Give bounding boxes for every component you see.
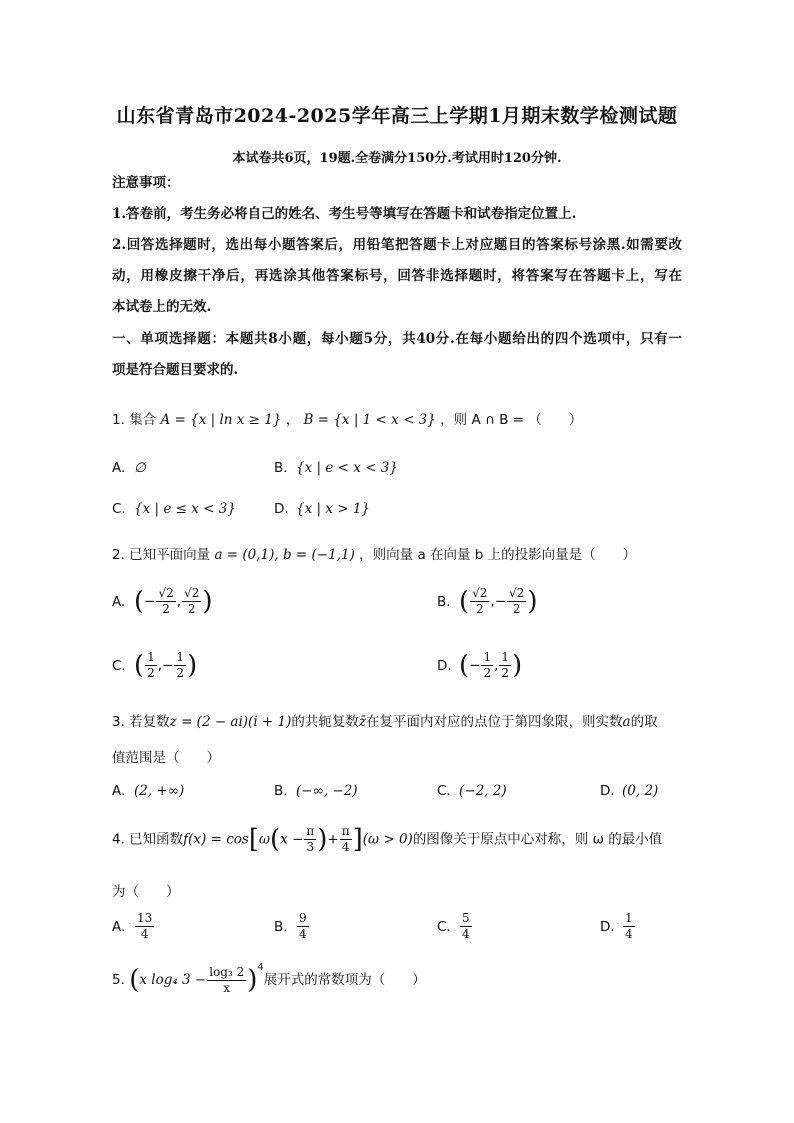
question-4-line-2: 为（ ） xyxy=(112,884,180,900)
notice-item-2-line-1: 2.回答选择题时，选出每小题答案后，用铅笔把答题卡上对应题目的答案标号涂黑.如需要改 xyxy=(112,237,682,253)
option-label: B. xyxy=(437,593,451,610)
question-2 xyxy=(112,543,636,563)
numerator: √2 xyxy=(472,586,488,600)
fraction xyxy=(507,586,526,617)
question-3-a: a xyxy=(622,714,631,730)
option-label: D. xyxy=(600,918,615,935)
question-4-option-b xyxy=(274,911,310,942)
question-1-option-d xyxy=(274,501,370,517)
numerator: 13 xyxy=(137,911,153,925)
right-paren: ) xyxy=(187,650,198,681)
question-4-option-c xyxy=(437,911,473,942)
option-label: B. xyxy=(274,460,288,476)
numerator: 5 xyxy=(462,911,470,925)
sign: − xyxy=(494,593,507,610)
right-paren: ) xyxy=(512,650,523,681)
right-paren: ) xyxy=(527,586,538,617)
denominator: 3 xyxy=(306,840,315,854)
question-1-separator: ， xyxy=(285,412,300,428)
option-value: (−∞, −2) xyxy=(296,783,358,799)
question-4-prefix: 4. 已知函数 xyxy=(112,831,184,848)
question-4-x-minus: x − xyxy=(280,831,304,848)
left-paren: ( xyxy=(459,650,470,681)
right-paren: ) xyxy=(317,824,328,855)
denominator: 2 xyxy=(475,602,484,616)
question-5-power: 4 xyxy=(257,962,264,973)
option-label: C. xyxy=(112,501,126,517)
fraction xyxy=(470,586,489,617)
question-3-z-conjugate: z̄ xyxy=(358,714,367,730)
denominator: 2 xyxy=(162,602,170,616)
sign: − xyxy=(469,657,481,674)
numerator: 1 xyxy=(176,650,185,664)
question-2-prefix: 2. 已知平面向量 xyxy=(112,547,211,563)
question-3-line-2: 值范围是（ ） xyxy=(112,750,220,766)
option-value: {x | e ≤ x < 3} xyxy=(134,501,236,517)
left-paren: ( xyxy=(270,824,281,855)
question-5-expr-left: x log₄ 3 − xyxy=(139,972,207,988)
fraction xyxy=(182,586,201,617)
question-5-suffix: 展开式的常数项为（ ） xyxy=(263,972,426,988)
sign: − xyxy=(162,657,174,674)
question-3-line-1 xyxy=(112,710,658,730)
question-1-option-b xyxy=(274,460,398,476)
denominator: 4 xyxy=(140,927,149,941)
numerator: log₃ 2 xyxy=(209,964,245,979)
section-1-heading-line-1: 一、单项选择题：本题共8小题，每小题5分，共40分.在每小题给出的四个选项中，只有一 xyxy=(112,331,682,347)
plus-sign: + xyxy=(327,831,339,848)
numerator: √2 xyxy=(184,586,200,600)
question-3-option-d xyxy=(600,783,658,799)
question-3-z-expression: z = (2 − ai)(i + 1) xyxy=(169,714,292,730)
question-3-option-c xyxy=(437,783,507,799)
notice-heading: 注意事项： xyxy=(112,175,180,191)
option-label: D. xyxy=(274,501,289,517)
fraction xyxy=(207,965,246,996)
notice-item-2-line-3: 本试卷上的无效. xyxy=(112,299,212,315)
right-paren: ) xyxy=(202,586,213,617)
denominator: 2 xyxy=(501,666,510,680)
option-label: A. xyxy=(112,918,126,935)
fraction xyxy=(135,911,154,942)
denominator: 4 xyxy=(299,927,307,941)
fraction-pi-over-3 xyxy=(304,824,316,855)
option-label: A. xyxy=(112,783,126,799)
fraction xyxy=(145,650,157,681)
option-value: (−2, 2) xyxy=(459,783,507,799)
option-label: D. xyxy=(437,657,452,674)
fraction xyxy=(460,911,472,942)
fraction xyxy=(297,911,309,942)
option-value: ∅ xyxy=(134,460,146,476)
numerator: π xyxy=(306,824,315,838)
denominator: 4 xyxy=(341,840,350,854)
question-1-set-b: B = {x | 1 < x < 3} xyxy=(303,412,436,428)
numerator: 1 xyxy=(625,911,633,925)
notice-item-1: 1.答卷前，考生务必将自己的姓名、考生号等填写在答题卡和试卷指定位置上. xyxy=(112,206,577,222)
left-bracket: [ xyxy=(248,824,259,855)
question-3-mid: 的共轭复数 xyxy=(291,714,359,730)
denominator: 2 xyxy=(512,602,521,616)
fraction xyxy=(623,911,635,942)
question-2-option-a: A. (− $\frac{√2}{2}$ , $\frac{√2}{2}$ ) xyxy=(112,586,213,617)
numerator: 1 xyxy=(483,650,492,664)
option-label: A. xyxy=(112,460,126,476)
fraction xyxy=(481,650,493,681)
question-3-suffix: 在复平面内对应的点位于第四象限，则实数 xyxy=(366,714,623,730)
question-4-option-a xyxy=(112,911,155,942)
question-2-option-d: D. (− $\frac{1}{2}$ , $\frac{1}{2}$ ) xyxy=(437,650,523,681)
option-label: B. xyxy=(274,918,288,935)
question-1-option-a xyxy=(112,460,146,476)
left-paren: ( xyxy=(134,586,145,617)
left-paren: ( xyxy=(129,965,140,995)
option-label: D. xyxy=(600,783,615,799)
question-4-option-d xyxy=(600,911,636,942)
numerator: 1 xyxy=(147,650,155,664)
denominator: 2 xyxy=(187,602,196,616)
question-3-end: 的取 xyxy=(630,714,658,730)
right-bracket: ] xyxy=(352,824,363,855)
question-5 xyxy=(112,962,426,996)
question-2-vectors: a = (0,1), b = (−1,1) xyxy=(214,547,355,563)
option-value: {x | e < x < 3} xyxy=(296,460,398,476)
question-1-suffix: ，则 A ∩ B = （ ） xyxy=(440,412,583,428)
denominator: x xyxy=(223,980,231,995)
left-paren: ( xyxy=(459,586,470,617)
option-label: C. xyxy=(112,657,126,674)
numerator: √2 xyxy=(158,586,174,600)
option-label: C. xyxy=(437,918,451,935)
question-3-option-b xyxy=(274,783,358,799)
notice-item-2-line-2: 动，用橡皮擦干净后，再选涂其他答案标号，回答非选择题时，将答案写在答题卡上，写在 xyxy=(112,268,682,284)
option-label: A. xyxy=(112,593,126,610)
numerator: 9 xyxy=(299,911,307,925)
fraction-pi-over-4 xyxy=(340,824,352,855)
option-value: (2, +∞) xyxy=(134,783,185,799)
fraction xyxy=(156,586,175,617)
right-paren: ) xyxy=(247,965,258,995)
fraction xyxy=(174,650,186,681)
question-5-prefix: 5. xyxy=(112,972,125,988)
numerator: 1 xyxy=(501,650,510,664)
question-3-prefix: 3. 若复数 xyxy=(112,714,170,730)
option-label: C. xyxy=(437,783,451,799)
question-4-suffix: 的图像关于原点中心对称，则 ω 的最小值 xyxy=(412,831,663,848)
option-value: {x | x > 1} xyxy=(296,501,371,517)
question-3-option-a xyxy=(112,783,184,799)
denominator: 4 xyxy=(462,927,470,941)
question-4-line-1 xyxy=(112,824,662,855)
question-2-suffix: ，则向量 a 在向量 b 上的投影向量是（ ） xyxy=(359,547,637,563)
question-1-set-a: A = {x | ln x ≥ 1} xyxy=(160,412,282,428)
question-2-option-b: B. ( $\frac{√2}{2}$ ,− $\frac{√2}{2}$ ) xyxy=(437,586,538,617)
question-4-fx: f(x) = cos xyxy=(183,831,249,848)
numerator: π xyxy=(341,824,350,838)
option-label: B. xyxy=(274,783,288,799)
question-1-prefix: 1. 集合 xyxy=(112,412,157,428)
sign: − xyxy=(144,593,156,610)
denominator: 4 xyxy=(625,927,633,941)
question-4-condition: (ω > 0) xyxy=(362,831,413,848)
denominator: 2 xyxy=(147,666,155,680)
denominator: 2 xyxy=(176,666,185,680)
question-4-omega: ω xyxy=(258,831,270,848)
section-1-heading-line-2: 项是符合题目要求的. xyxy=(112,362,239,378)
exam-subtitle: 本试卷共6页，19题.全卷满分150分.考试用时120分钟. xyxy=(232,151,562,166)
left-paren: ( xyxy=(134,650,145,681)
fraction xyxy=(499,650,511,681)
question-2-option-c: C. ( $\frac{1}{2}$ ,− $\frac{1}{2}$ ) xyxy=(112,650,198,681)
question-1-option-c xyxy=(112,501,236,517)
question-1 xyxy=(112,408,582,428)
option-value: (0, 2) xyxy=(622,783,659,799)
denominator: 2 xyxy=(483,666,492,680)
numerator: √2 xyxy=(509,586,525,600)
exam-title: 山东省青岛市2024-2025学年高三上学期1月期末数学检测试题 xyxy=(116,105,678,127)
